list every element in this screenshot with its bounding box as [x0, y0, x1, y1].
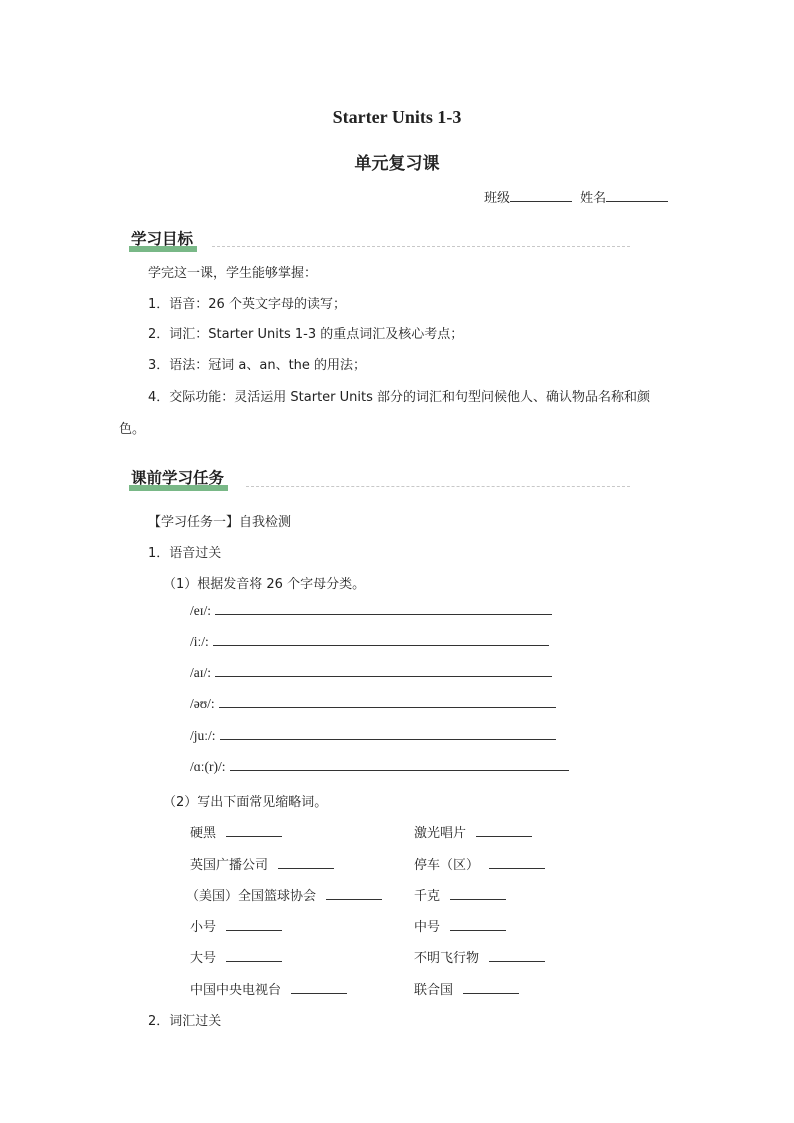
abbrev-item: 不明飞行物: [414, 947, 545, 966]
abbrev-item: 停车（区）: [414, 854, 545, 873]
phonetic-row: /juː/:: [190, 728, 556, 744]
answer-blank[interactable]: [476, 836, 532, 837]
objective-item: 3．语法：冠词 a、an、the 的用法；: [148, 358, 367, 373]
answer-blank[interactable]: [450, 899, 506, 900]
abbrev-item: 联合国: [414, 979, 519, 998]
answer-blank[interactable]: [326, 899, 382, 900]
answer-blank[interactable]: [220, 739, 556, 740]
abbrev-item: （美国）全国篮球协会: [186, 885, 382, 904]
abbrev-item: 英国广播公司: [190, 854, 334, 873]
class-label: 班级: [484, 191, 511, 206]
answer-blank[interactable]: [219, 707, 556, 708]
page-subtitle: 单元复习课: [354, 154, 440, 174]
class-name-line: [484, 187, 668, 206]
objective-item: 色。: [119, 422, 146, 437]
answer-blank[interactable]: [226, 961, 282, 962]
answer-blank[interactable]: [291, 993, 347, 994]
answer-blank[interactable]: [489, 961, 545, 962]
answer-blank[interactable]: [463, 993, 519, 994]
phonetic-row: /aɪ/:: [190, 665, 552, 681]
name-blank[interactable]: [606, 201, 668, 202]
objectives-intro: 学完这一课，学生能够掌握：: [148, 266, 318, 281]
abbrev-item: 硬黑: [190, 822, 282, 841]
answer-blank[interactable]: [226, 836, 282, 837]
part2-title: 2．词汇过关: [148, 1014, 222, 1029]
answer-blank[interactable]: [278, 868, 334, 869]
objective-item: 1．语音：26 个英文字母的读写；: [148, 297, 346, 312]
phonetic-row: /iː/:: [190, 634, 549, 650]
name-label: 姓名: [580, 191, 607, 206]
part1-question2: （2）写出下面常见缩略词。: [163, 795, 328, 810]
answer-blank[interactable]: [213, 645, 549, 646]
section-divider: [212, 246, 630, 247]
abbrev-item: 小号: [190, 916, 282, 935]
answer-blank[interactable]: [489, 868, 545, 869]
objective-item: 4．交际功能：灵活运用 Starter Units 部分的词汇和句型问候他人、确认物品名称和颜: [148, 390, 651, 405]
section-heading-objectives: 学习目标: [131, 227, 193, 249]
part1-title: 1．语音过关: [148, 546, 222, 561]
abbrev-item: 千克: [414, 885, 506, 904]
page-title: Starter Units 1-3: [332, 107, 462, 127]
section-heading-pre-class-tasks: 课前学习任务: [131, 466, 224, 488]
phonetic-row: /ɑː(r)/:: [190, 759, 569, 775]
section-divider: [246, 486, 630, 487]
class-blank[interactable]: [510, 201, 572, 202]
part1-question1: （1）根据发音将 26 个字母分类。: [163, 577, 366, 592]
answer-blank[interactable]: [450, 930, 506, 931]
objective-item: 2．词汇：Starter Units 1-3 的重点词汇及核心考点；: [148, 327, 464, 342]
answer-blank[interactable]: [230, 770, 569, 771]
abbrev-item: 中国中央电视台: [190, 979, 347, 998]
answer-blank[interactable]: [215, 614, 552, 615]
phonetic-row: /eɪ/:: [190, 603, 552, 619]
answer-blank[interactable]: [226, 930, 282, 931]
task-title: 【学习任务一】自我检测: [148, 515, 292, 530]
abbrev-item: 激光唱片: [414, 822, 532, 841]
phonetic-row: /əʊ/:: [190, 696, 556, 712]
abbrev-item: 中号: [414, 916, 506, 935]
abbrev-item: 大号: [190, 947, 282, 966]
answer-blank[interactable]: [215, 676, 552, 677]
